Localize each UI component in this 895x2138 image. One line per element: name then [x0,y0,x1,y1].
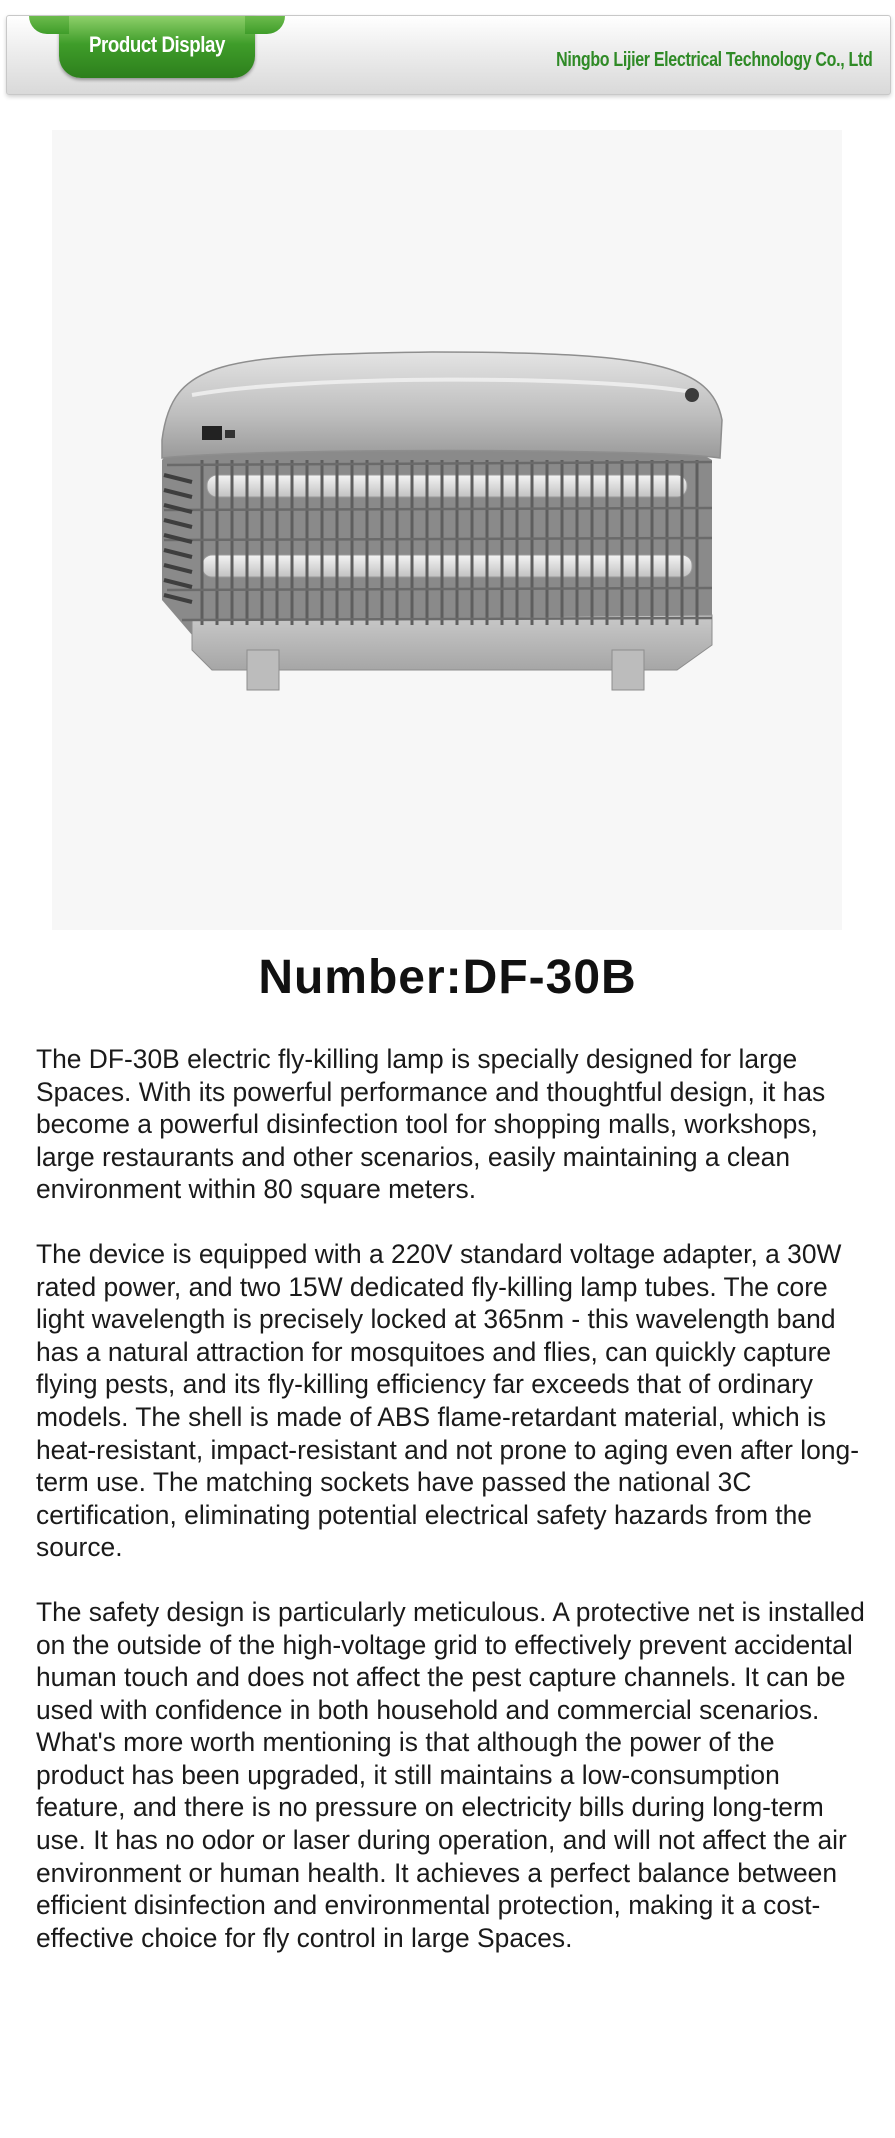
header-banner [6,15,891,95]
product-image [52,130,842,930]
product-number-separator: : [445,951,463,1004]
product-number [0,950,895,1005]
product-display-tab-label: Product Display [89,32,225,57]
description-paragraph-3: The safety design is particularly meticulous. A protective net is installed on the outside of the high-voltage grid to effectively prevent accidental human touch and does not affect the pest capture channels. It can be used with confidence in both household and commercial scenarios. What's more worth mentioning is that although the power of the product has been upgraded, it still maintains a low-consumption feature, and there is no pressure on electricity bills during long-term use. It has no odor or laser during operation, and will not affect the air environment or human health. It achieves a perfect balance between efficient disinfection and environmental protection, making it a cost-effective choice for fly control in large Spaces. [36,1596,865,1953]
product-number-label: Number [258,951,446,1004]
product-number-value: DF-30B [462,951,637,1004]
fly-killer-lamp-illustration [52,130,842,930]
product-description [36,1043,868,1986]
description-paragraph-1: The DF-30B electric fly-killing lamp is specially designed for large Spaces. With its powerful performance and thoughtful design, it has become a powerful disinfection tool for shopping malls, workshops, large restaurants and other scenarios, easily maintaining a clean environment within 80 square meters. [36,1044,826,1205]
product-display-tab[interactable] [59,16,255,78]
description-paragraph-2: The device is equipped with a 220V standard voltage adapter, a 30W rated power, and two 15W dedicated fly-killing lamp tubes. The core light wavelength is precisely locked at 365nm - this wavelength band has a natural attraction for mosquitoes and flies, can quickly capture flying pests, and its fly-killing efficiency far exceeds that of ordinary models. The shell is made of ABS flame-retardant material, which is heat-resistant, impact-resistant and not prone to aging even after long-term use. The matching sockets have passed the national 3C certification, eliminating potential electrical safety hazards from the source. [36,1238,859,1563]
company-name: Ningbo Lijier Electrical Technology Co., Ltd [555,49,872,71]
